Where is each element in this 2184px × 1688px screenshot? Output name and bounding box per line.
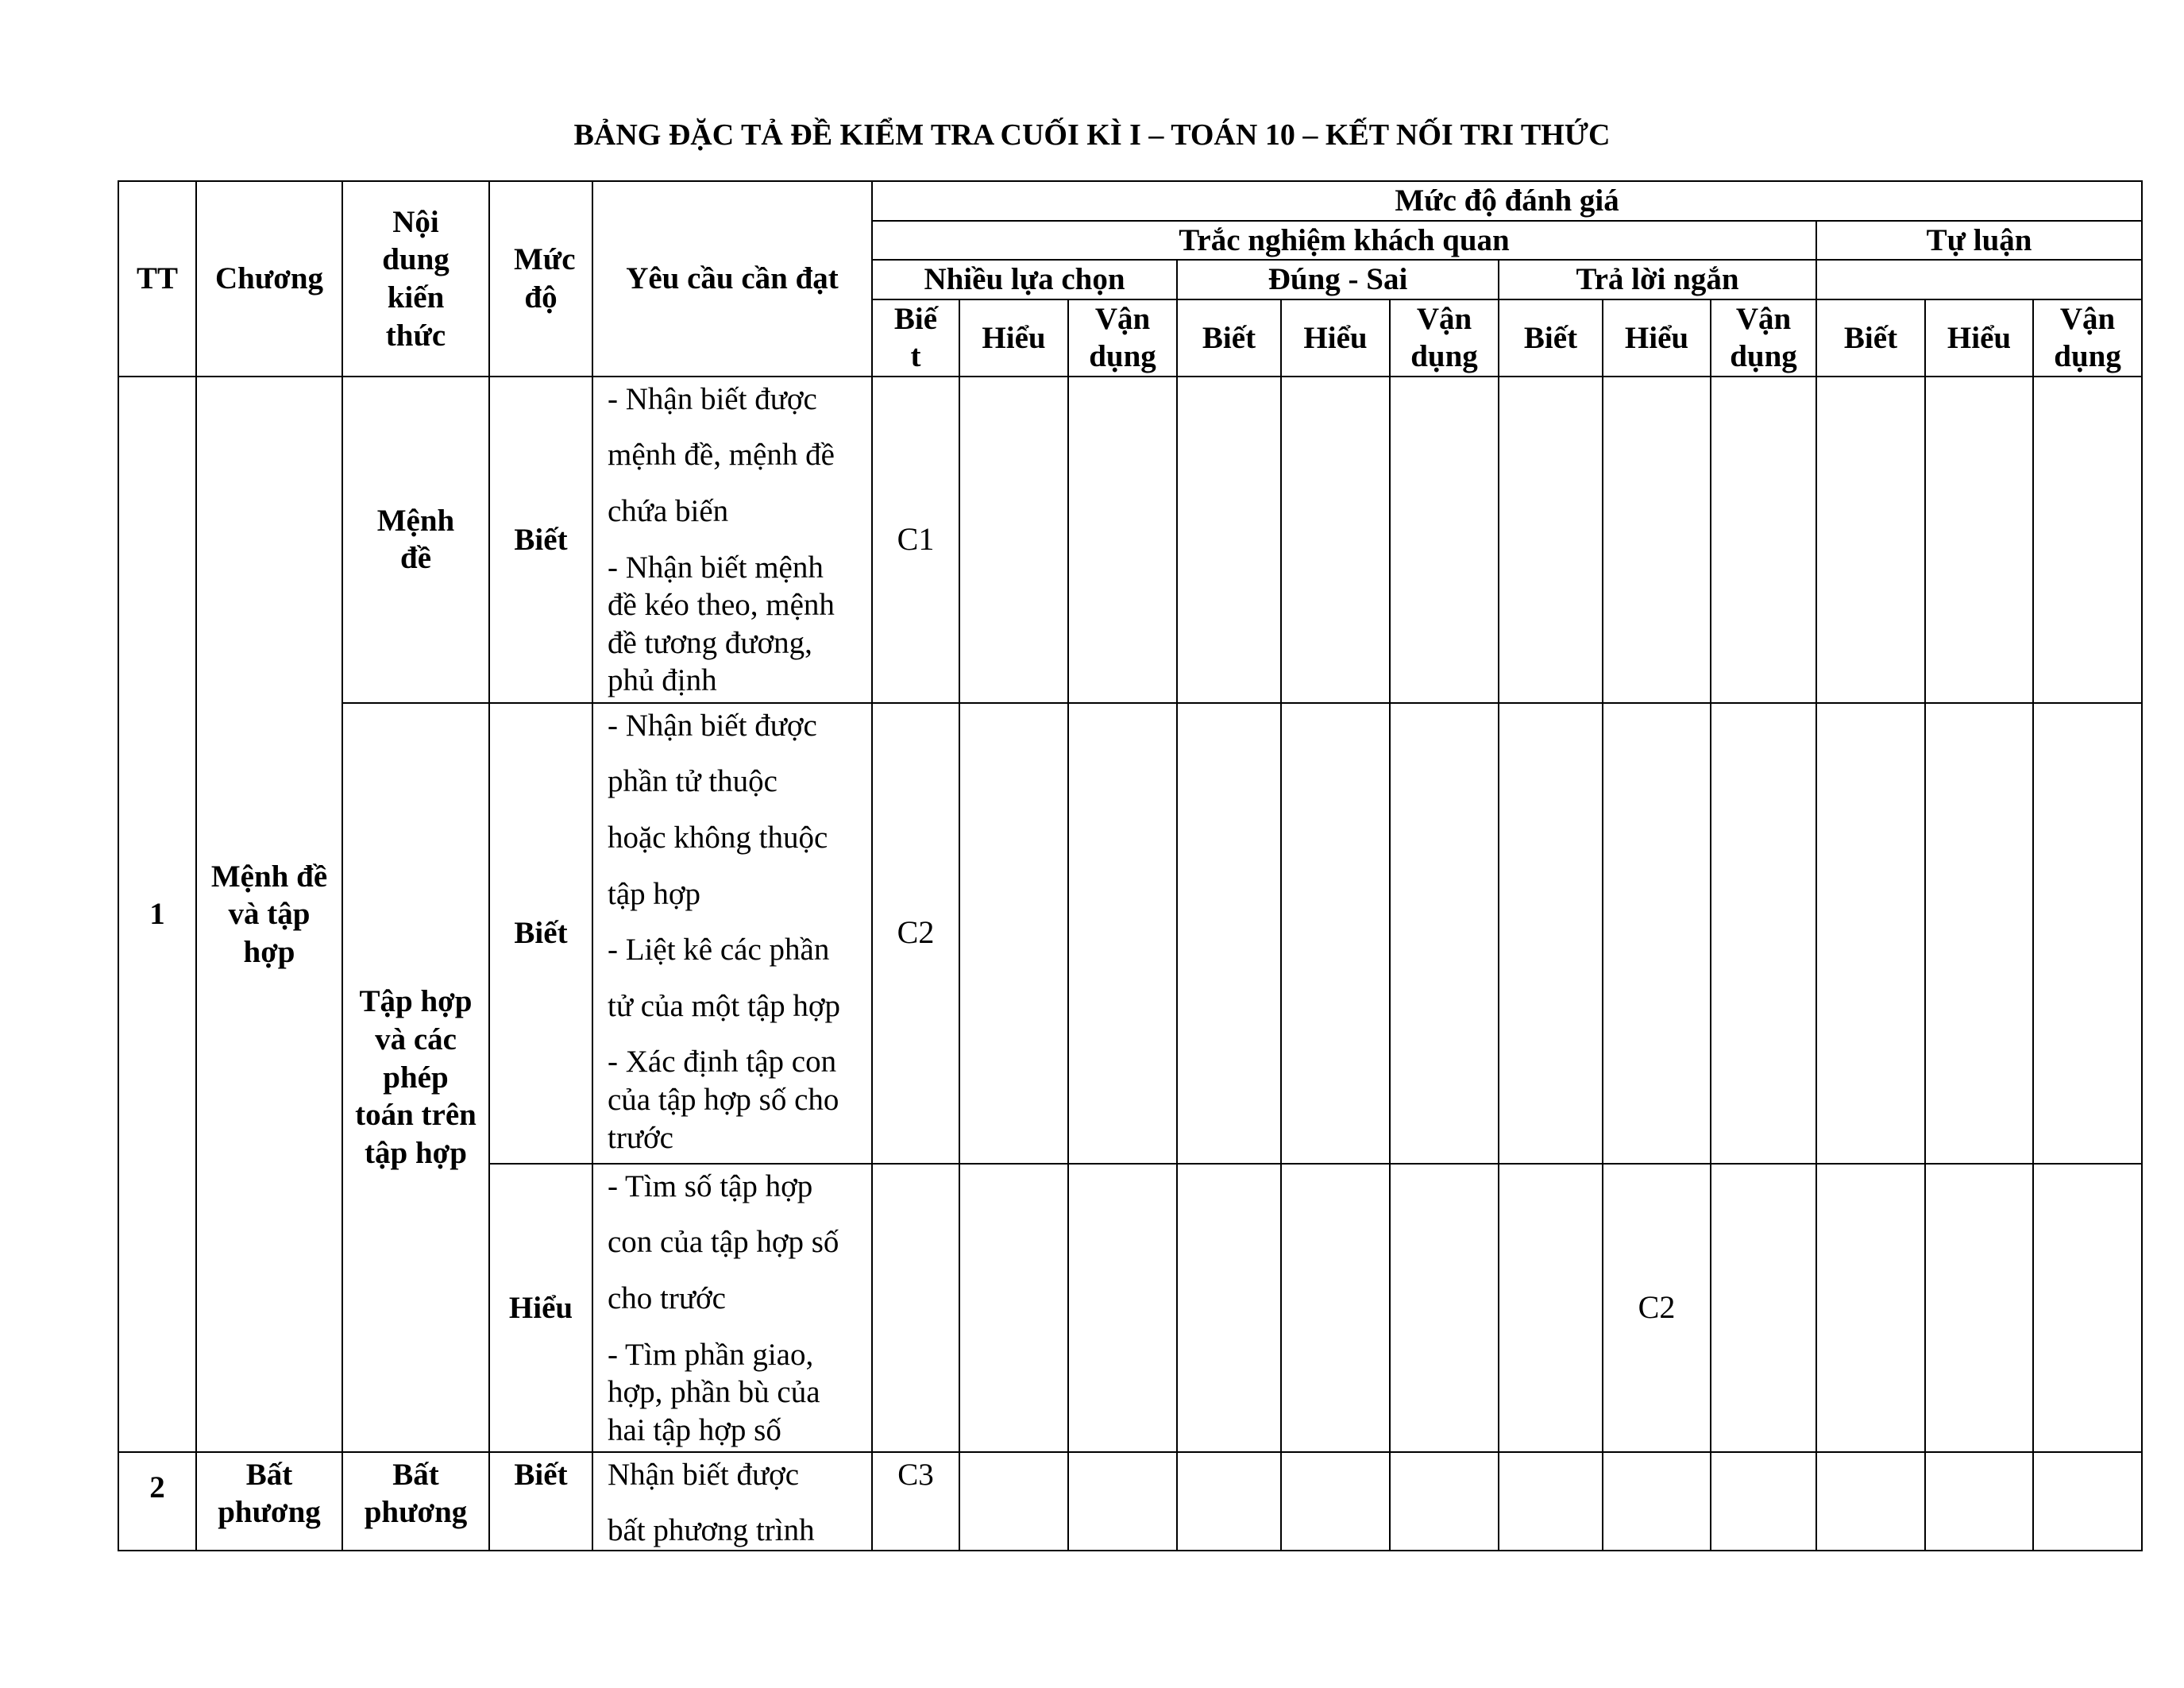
cell-short-hieu: C2 [1603, 1164, 1711, 1452]
header-mcq-hieu: Hiểu [959, 299, 1068, 377]
header-mcq-biet: Biế t [872, 299, 959, 377]
header-tra-loi-ngan: Trả lời ngắn [1499, 260, 1816, 299]
header-ds-hieu: Hiểu [1281, 299, 1390, 377]
row-topic: Bất phương [342, 1452, 489, 1551]
header-dung-sai: Đúng - Sai [1177, 260, 1499, 299]
header-mcq-van-dung: Vận dụng [1068, 299, 1177, 377]
header-tln-van-dung: Vận dụng [1711, 299, 1816, 377]
header-tu-luan: Tự luận [1816, 221, 2142, 261]
cell-mcq-biet: C1 [872, 377, 959, 703]
header-yeu-cau: Yêu cầu cần đạt [592, 181, 872, 377]
requirement-text: tập hợp [608, 876, 701, 911]
requirement-text: chứa biến [608, 494, 729, 529]
cell-mcq-biet: C3 [872, 1452, 959, 1551]
row-chuong: Bất phương [196, 1452, 342, 1551]
page-title: BẢNG ĐẶC TẢ ĐỀ KIỂM TRA CUỐI KÌ I – TOÁN 10 – KẾT NỐI TRI THỨC [573, 118, 1611, 152]
header-chuong: Chương [196, 181, 342, 377]
header-tl-hieu: Hiểu [1925, 299, 2033, 377]
header-nhieu-lua-chon: Nhiều lựa chọn [872, 260, 1177, 299]
requirement-text: - Tìm số tập hợp [608, 1168, 813, 1203]
requirement-text: con của tập hợp số [608, 1225, 839, 1260]
spec-table [118, 180, 2143, 1551]
header-ds-van-dung: Vận dụng [1390, 299, 1499, 377]
row-topic: Tập hợp và các phép toán trên tập hợp [342, 703, 489, 1452]
header-tl-biet: Biết [1816, 299, 1925, 377]
row-chuong: Mệnh đề và tập hợp [196, 377, 342, 1452]
requirement-text: - Tìm phần giao, hợp, phần bù của hai tập hợp số [608, 1337, 820, 1447]
header-muc-do: Mức độ [489, 181, 592, 377]
requirement-text: bất phương trình [608, 1513, 815, 1548]
requirement-text: mệnh đề, mệnh đề [608, 438, 835, 473]
requirement-text: cho trước [608, 1281, 726, 1316]
row-requirements [592, 1452, 872, 1551]
row-requirements [592, 703, 872, 1164]
row-level: Biết [489, 703, 592, 1164]
header-row [118, 181, 2142, 221]
header-tln-biet: Biết [1499, 299, 1603, 377]
row-level: Hiểu [489, 1164, 592, 1452]
row-level: Biết [489, 377, 592, 703]
requirement-text: hoặc không thuộc [608, 821, 828, 856]
requirement-text: Nhận biết được [608, 1457, 800, 1492]
requirement-text: - Nhận biết mệnh đề kéo theo, mệnh đề tương đương, phủ định [608, 550, 835, 698]
header-tln-hieu: Hiểu [1603, 299, 1711, 377]
requirement-text: - Nhận biết được [608, 381, 817, 416]
requirement-text: tử của một tập hợp [608, 988, 841, 1023]
requirement-text: - Xác định tập con của tập hợp số cho trước [608, 1045, 839, 1155]
table-row [118, 377, 2142, 703]
table-row [118, 703, 2142, 1164]
header-noi-dung: Nội dung kiến thức [342, 181, 489, 377]
header-tt: TT [118, 181, 196, 377]
row-requirements [592, 377, 872, 703]
row-topic: Mệnh đề [342, 377, 489, 703]
requirement-text: - Nhận biết được [608, 708, 817, 743]
header-tl-van-dung: Vận dụng [2033, 299, 2142, 377]
requirement-text: - Liệt kê các phần [608, 933, 830, 968]
header-muc-do-danh-gia: Mức độ đánh giá [872, 181, 2142, 221]
header-tu-luan-empty [1816, 260, 2142, 299]
table-row [118, 1452, 2142, 1551]
row-tt: 1 [118, 377, 196, 1452]
header-ds-biet: Biết [1177, 299, 1281, 377]
row-level: Biết [489, 1452, 592, 1551]
row-tt: 2 [118, 1452, 196, 1551]
requirement-text: phần tử thuộc [608, 764, 778, 799]
header-trac-nghiem: Trắc nghiệm khách quan [872, 221, 1816, 261]
cell-mcq-biet: C2 [872, 703, 959, 1164]
row-requirements [592, 1164, 872, 1452]
